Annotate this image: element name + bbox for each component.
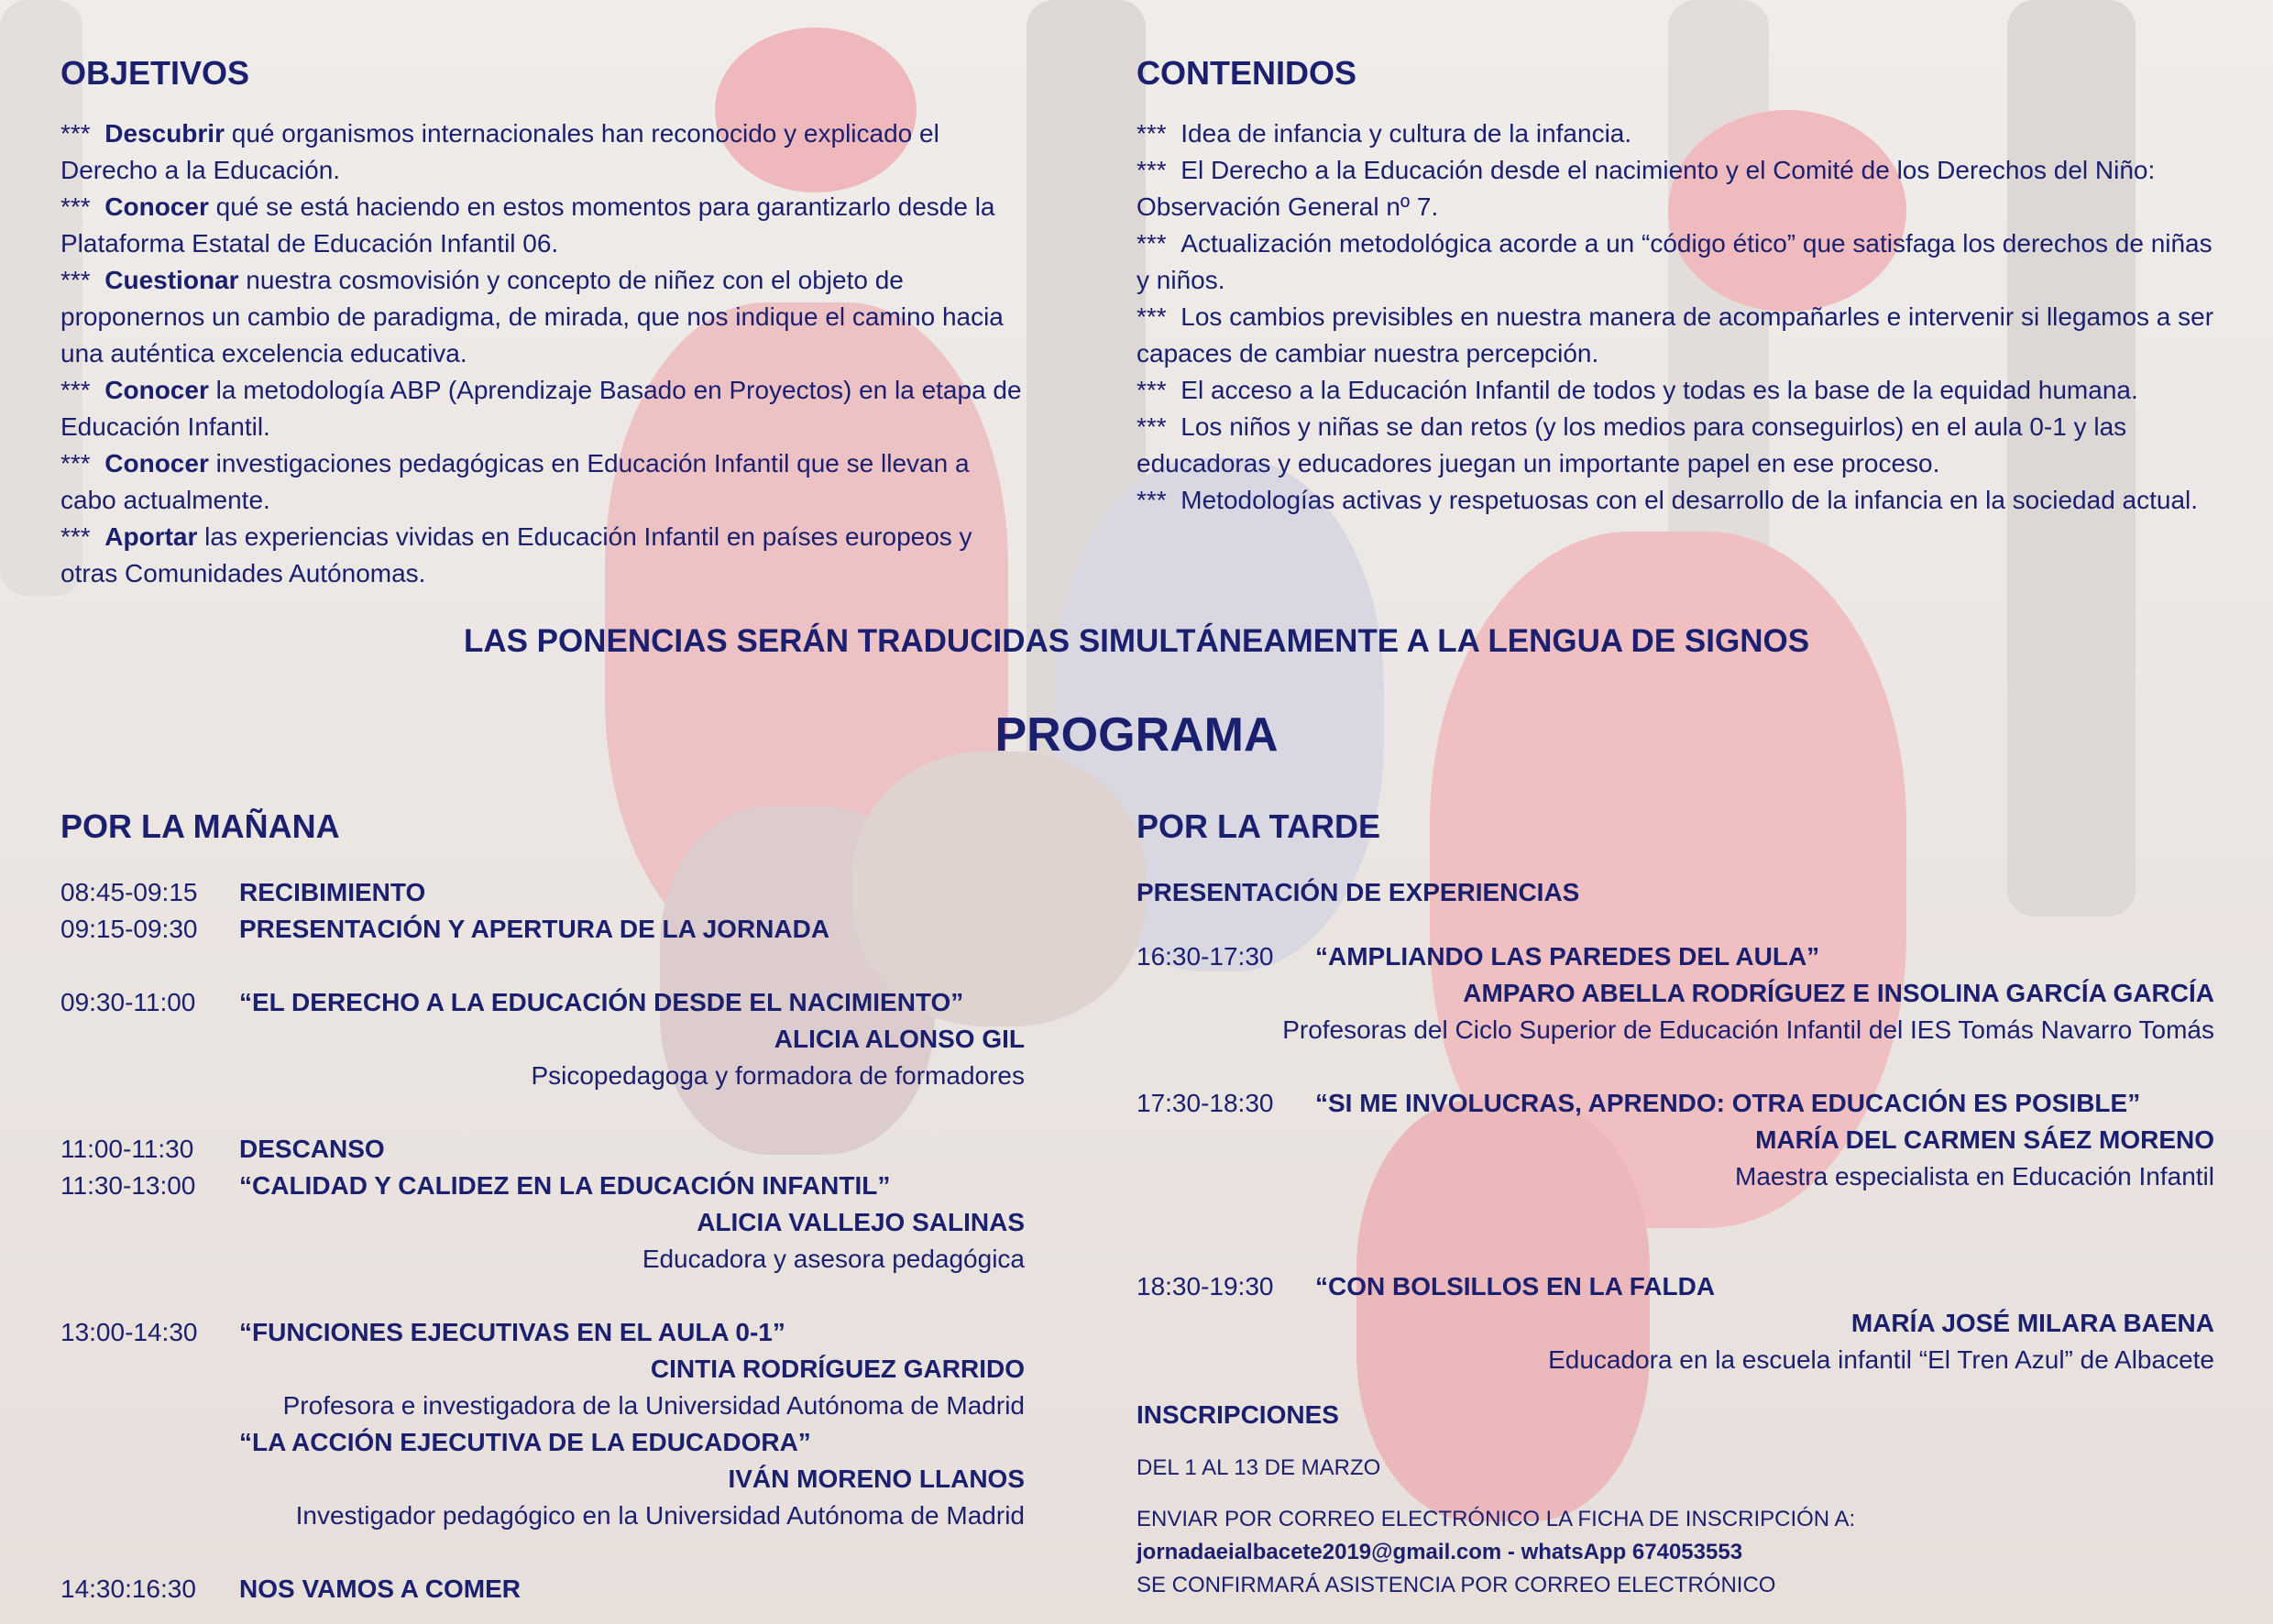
- contenido-item: [1136, 115, 2214, 152]
- schedule-row: [60, 1168, 1025, 1204]
- time: 11:30-13:00: [60, 1171, 196, 1200]
- objetivo-text: nuestra cosmovisión y concepto de niñez con el objeto de proponernos un cambio de paradigma, de mirada, que nos indique el camino hacia una auténtica excelencia educativa.: [60, 266, 1004, 368]
- objetivo-text: qué se está haciendo en estos momentos para garantizarlo desde la Plataforma Estatal de Educación Infantil 06.: [60, 192, 995, 258]
- bullet: ***: [60, 449, 91, 477]
- speaker-name: MARÍA DEL CARMEN SÁEZ MORENO: [1755, 1125, 2214, 1154]
- objetivo-text: las experiencias vividas en Educación Infantil en países europeos y otras Comunidades Autónomas.: [60, 522, 972, 587]
- objetivo-verb: Conocer: [104, 192, 209, 221]
- manana-section: [60, 807, 1025, 1608]
- inscripciones-dates: DEL 1 AL 13 DE MARZO: [1136, 1455, 1381, 1480]
- session-title: RECIBIMIENTO: [239, 878, 426, 906]
- contenido-item: [1136, 225, 2214, 299]
- objetivo-verb: Cuestionar: [104, 266, 239, 294]
- objetivo-item: [60, 115, 1025, 189]
- bullet: ***: [1136, 156, 1167, 184]
- contenido-text: Los cambios previsibles en nuestra manera de acompañarles e intervenir si llegamos a ser capaces de cambiar nuestra percepción.: [1136, 302, 2214, 368]
- time: 18:30-19:30: [1136, 1272, 1274, 1300]
- schedule-row: [60, 1571, 1025, 1608]
- objetivo-item: [60, 519, 1025, 592]
- speaker-name: ALICIA ALONSO GIL: [774, 1025, 1025, 1053]
- contenido-text: Idea de infancia y cultura de la infancia.: [1180, 119, 1632, 148]
- bullet: ***: [1136, 119, 1167, 148]
- schedule-row: [60, 911, 1025, 948]
- time: 11:00-11:30: [60, 1135, 194, 1163]
- session-title: DESCANSO: [239, 1135, 385, 1163]
- speaker-name: ALICIA VALLEJO SALINAS: [697, 1208, 1025, 1236]
- objetivo-verb: Conocer: [104, 376, 209, 404]
- contenido-item: [1136, 372, 2214, 409]
- inscripciones-contact[interactable]: jornadaeialbacete2019@gmail.com - whatsApp 674053553: [1136, 1540, 1743, 1564]
- session-title: “CALIDAD Y CALIDEZ EN LA EDUCACIÓN INFANTIL”: [239, 1171, 891, 1200]
- bullet: ***: [60, 522, 91, 551]
- sign-language-notice: LAS PONENCIAS SERÁN TRADUCIDAS SIMULTÁNEAMENTE A LA LENGUA DE SIGNOS: [463, 623, 1810, 659]
- time: 13:00-14:30: [60, 1318, 198, 1346]
- objetivos-title: OBJETIVOS: [60, 54, 250, 92]
- time: 14:30:16:30: [60, 1575, 196, 1603]
- schedule-row: [1136, 938, 2214, 975]
- speaker-name: AMPARO ABELLA RODRÍGUEZ E INSOLINA GARCÍA GARCÍA: [1463, 979, 2214, 1007]
- inscripciones-title: INSCRIPCIONES: [1136, 1400, 1339, 1429]
- speaker-role: Profesora e investigadora de la Universidad Autónoma de Madrid: [282, 1391, 1025, 1420]
- inscripciones-send: ENVIAR POR CORREO ELECTRÓNICO LA FICHA DE INSCRIPCIÓN A:: [1136, 1507, 1856, 1531]
- speaker-name: CINTIA RODRÍGUEZ GARRIDO: [650, 1355, 1025, 1383]
- contenido-text: El Derecho a la Educación desde el nacimiento y el Comité de los Derechos del Niño: Observación General nº 7.: [1136, 156, 2156, 221]
- speaker-role: Psicopedagoga y formadora de formadores: [531, 1061, 1025, 1090]
- speaker-role: Educadora y asesora pedagógica: [642, 1245, 1025, 1273]
- contenido-item: [1136, 299, 2214, 372]
- session-title: “FUNCIONES EJECUTIVAS EN EL AULA 0-1”: [239, 1318, 785, 1346]
- schedule-row: [1136, 1268, 2214, 1305]
- objetivo-verb: Descubrir: [104, 119, 225, 148]
- session-title: “CON BOLSILLOS EN LA FALDA: [1315, 1272, 1716, 1300]
- schedule-row: [60, 1314, 1025, 1351]
- speaker-name: MARÍA JOSÉ MILARA BAENA: [1850, 1309, 2214, 1337]
- speaker-role: Investigador pedagógico en la Universidad Autónoma de Madrid: [295, 1501, 1025, 1530]
- programa-title: PROGRAMA: [994, 708, 1279, 762]
- objetivo-verb: Aportar: [104, 522, 198, 551]
- objetivo-text: qué organismos internacionales han reconocido y explicado el Derecho a la Educación.: [60, 119, 939, 184]
- tarde-title: POR LA TARDE: [1136, 807, 1380, 845]
- schedule-row: [60, 984, 1025, 1021]
- objetivo-text: investigaciones pedagógicas en Educación Infantil que se llevan a cabo actualmente.: [60, 449, 970, 514]
- bullet: ***: [1136, 412, 1167, 441]
- time: 09:15-09:30: [60, 915, 198, 943]
- bullet: ***: [60, 119, 91, 148]
- objetivo-item: [60, 262, 1025, 372]
- session-title: NOS VAMOS A COMER: [239, 1575, 521, 1603]
- time: 16:30-17:30: [1136, 942, 1274, 971]
- objetivos-section: [60, 53, 1025, 592]
- objetivo-text: la metodología ABP (Aprendizaje Basado en Proyectos) en la etapa de Educación Infantil.: [60, 376, 1022, 441]
- contenido-text: El acceso a la Educación Infantil de todos y todas es la base de la equidad humana.: [1180, 376, 2138, 404]
- bullet: ***: [60, 266, 91, 294]
- time: 08:45-09:15: [60, 878, 198, 906]
- time: 09:30-11:00: [60, 988, 196, 1016]
- speaker-role: Profesoras del Ciclo Superior de Educación Infantil del IES Tomás Navarro Tomás: [1282, 1015, 2214, 1044]
- schedule-row: [60, 874, 1025, 911]
- session-title: “EL DERECHO A LA EDUCACIÓN DESDE EL NACIMIENTO”: [239, 988, 964, 1016]
- bullet: ***: [1136, 302, 1167, 331]
- contenidos-section: [1136, 53, 2214, 519]
- bullet: ***: [1136, 229, 1167, 258]
- schedule-row: [1136, 1085, 2214, 1122]
- contenido-text: Actualización metodológica acorde a un “código ético” que satisfaga los derechos de niñas y niños.: [1136, 229, 2213, 294]
- bullet: ***: [60, 376, 91, 404]
- inscripciones-confirm: SE CONFIRMARÁ ASISTENCIA POR CORREO ELECTRÓNICO: [1136, 1573, 1776, 1597]
- contenido-item: [1136, 152, 2214, 225]
- tarde-section: [1136, 807, 2214, 1602]
- manana-title: POR LA MAÑANA: [60, 807, 340, 845]
- objetivo-item: [60, 189, 1025, 262]
- contenidos-title: CONTENIDOS: [1136, 54, 1357, 92]
- speaker-role: Educadora en la escuela infantil “El Tren Azul” de Albacete: [1548, 1345, 2214, 1374]
- schedule-row: [60, 1131, 1025, 1168]
- objetivo-item: [60, 372, 1025, 445]
- contenido-text: Los niños y niñas se dan retos (y los medios para conseguirlos) en el aula 0-1 y las educadoras y educadores juegan un importante papel en ese proceso.: [1136, 412, 2127, 477]
- tarde-subtitle: PRESENTACIÓN DE EXPERIENCIAS: [1136, 878, 1580, 906]
- session-title: PRESENTACIÓN Y APERTURA DE LA JORNADA: [239, 915, 830, 943]
- session-title: “AMPLIANDO LAS PAREDES DEL AULA”: [1315, 942, 1820, 971]
- bullet: ***: [60, 192, 91, 221]
- contenido-text: Metodologías activas y respetuosas con el desarrollo de la infancia en la sociedad actual.: [1180, 486, 2199, 514]
- time: 17:30-18:30: [1136, 1089, 1274, 1117]
- session-title: “LA ACCIÓN EJECUTIVA DE LA EDUCADORA”: [239, 1428, 811, 1456]
- contenido-item: [1136, 409, 2214, 482]
- session-title: “SI ME INVOLUCRAS, APRENDO: OTRA EDUCACIÓN ES POSIBLE”: [1315, 1089, 2141, 1117]
- speaker-name: IVÁN MORENO LLANOS: [728, 1465, 1025, 1493]
- bullet: ***: [1136, 486, 1167, 514]
- contenido-item: [1136, 482, 2214, 519]
- objetivo-item: [60, 445, 1025, 519]
- bullet: ***: [1136, 376, 1167, 404]
- speaker-role: Maestra especialista en Educación Infantil: [1735, 1162, 2214, 1191]
- objetivo-verb: Conocer: [104, 449, 209, 477]
